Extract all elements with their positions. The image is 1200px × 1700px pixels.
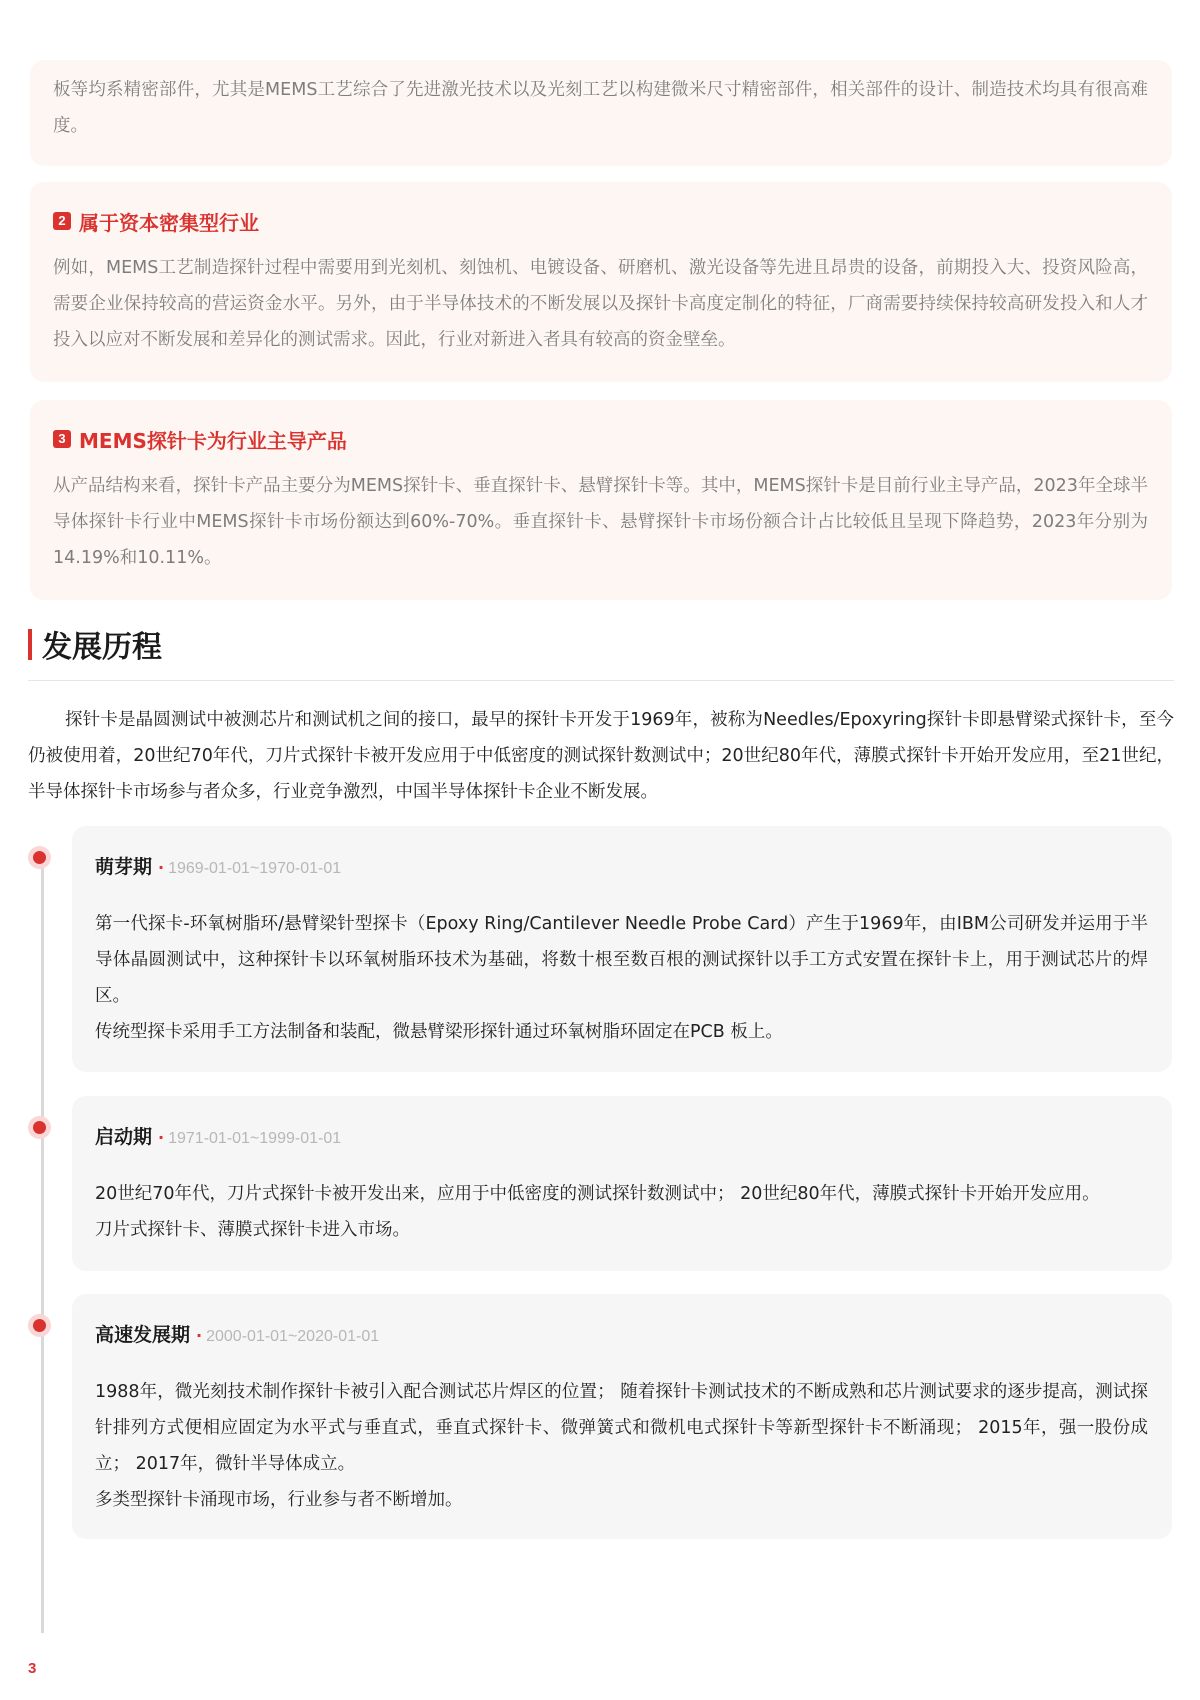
phase-3-separator: · [196, 1326, 203, 1345]
phase-2-header [95, 1122, 341, 1150]
phase-1-separator: · [158, 858, 165, 877]
phase-1-header [95, 852, 341, 880]
timeline-line [41, 860, 44, 1633]
phase-3-dates: 2000-01-01~2020-01-01 [206, 1328, 380, 1345]
feature-card-3-text: 从产品结构来看，探针卡产品主要分为MEMS探针卡、垂直探针卡、悬臂探针卡等。其中，MEMS探针卡是目前行业主导产品，2023年全球半导体探针卡行业中MEMS探针卡市场份额达到60%-70%。垂直探针卡、悬臂探针卡市场份额合计占比较低且呈现下降趋势，2023年分别为14.19%和10.11%。 [53, 476, 1148, 568]
feature-card-1 [30, 60, 1172, 166]
timeline-phase-2 [72, 1096, 1172, 1271]
phase-2-title: 启动期 [95, 1126, 153, 1148]
feature-card-2 [30, 182, 1172, 382]
section-title: 发展历程 [42, 630, 162, 665]
timeline-dot-2 [33, 1121, 46, 1134]
timeline-dot-3 [33, 1319, 46, 1332]
phase-3-title: 高速发展期 [95, 1324, 191, 1346]
section-heading [28, 626, 162, 665]
number-badge-3: 3 [53, 430, 71, 448]
feature-card-2-text: 例如，MEMS工艺制造探针过程中需要用到光刻机、刻蚀机、电镀设备、研磨机、激光设备等先进且昂贵的设备，前期投入大、投资风险高，需要企业保持较高的营运资金水平。另外，由于半导体技术的不断发展以及探针卡高度定制化的特征，厂商需要持续保持较高研发投入和人才投入以应对不断发展和差异化的测试需求。因此，行业对新进入者具有较高的资金壁垒。 [53, 258, 1148, 350]
phase-1-paragraph-2: 传统型探卡采用手工方法制备和装配，微悬臂梁形探针通过环氧树脂环固定在PCB 板上。 [95, 1022, 783, 1042]
section-intro-paragraph: 探针卡是晶圆测试中被测芯片和测试机之间的接口，最早的探针卡开发于1969年，被称为Needles/Epoxyring探针卡即悬臂梁式探针卡，至今仍被使用着，20世纪70年代，刀片式探针卡被开发应用于中低密度的测试探针数测试中；20世纪80年代，薄膜式探针卡开始开发应用，至21世纪，半导体探针卡市场参与者众多，行业竞争激烈，中国半导体探针卡企业不断发展。 [28, 710, 1174, 802]
number-badge-2: 2 [53, 212, 71, 230]
feature-card-1-text: 板等均系精密部件，尤其是MEMS工艺综合了先进激光技术以及光刻工艺以构建微米尺寸精密部件，相关部件的设计、制造技术均具有很高难度。 [53, 80, 1148, 136]
phase-1-title: 萌芽期 [95, 856, 153, 878]
phase-2-body [95, 1176, 1148, 1248]
phase-3-paragraph-1: 1988年，微光刻技术制作探针卡被引入配合测试芯片焊区的位置； 随着探针卡测试技术的不断成熟和芯片测试要求的逐步提高，测试探针排列方式便相应固定为水平式与垂直式，垂直式探针卡、微弹簧式和微机电式探针卡等新型探针卡不断涌现； 2015年，强一股份成立； 2017年，微针半导体成立。 [95, 1382, 1148, 1474]
feature-card-3-title: MEMS探针卡为行业主导产品 [79, 428, 347, 453]
phase-1-body [95, 906, 1148, 1050]
phase-2-paragraph-2: 刀片式探针卡、薄膜式探针卡进入市场。 [95, 1220, 410, 1240]
feature-card-2-title: 属于资本密集型行业 [79, 210, 259, 235]
phase-1-paragraph-1: 第一代探卡-环氧树脂环/悬臂梁针型探卡（Epoxy Ring/Cantilever Needle Probe Card）产生于1969年，由IBM公司研发并运用于半导体晶圆测试中，这种探针卡以环氧树脂环技术为基础，将数十根至数百根的测试探针以手工方式安置在探针卡上，用于测试芯片的焊区。 [95, 914, 1148, 1006]
feature-card-2-header [53, 206, 259, 236]
section-accent-bar [28, 629, 32, 660]
phase-1-dates: 1969-01-01~1970-01-01 [168, 860, 342, 877]
phase-3-paragraph-2: 多类型探针卡涌现市场，行业参与者不断增加。 [95, 1490, 463, 1510]
phase-3-header [95, 1320, 379, 1348]
feature-card-3-header [53, 424, 347, 454]
section-divider [28, 680, 1174, 681]
feature-card-3 [30, 400, 1172, 600]
timeline-phase-3 [72, 1294, 1172, 1539]
page-number: 3 [28, 1660, 37, 1677]
phase-2-dates: 1971-01-01~1999-01-01 [168, 1130, 342, 1147]
phase-2-separator: · [158, 1128, 165, 1147]
timeline-dot-1 [33, 851, 46, 864]
phase-2-paragraph-1: 20世纪70年代，刀片式探针卡被开发出来，应用于中低密度的测试探针数测试中； 20世纪80年代，薄膜式探针卡开始开发应用。 [95, 1184, 1100, 1204]
phase-3-body [95, 1374, 1148, 1518]
timeline-phase-1 [72, 826, 1172, 1072]
